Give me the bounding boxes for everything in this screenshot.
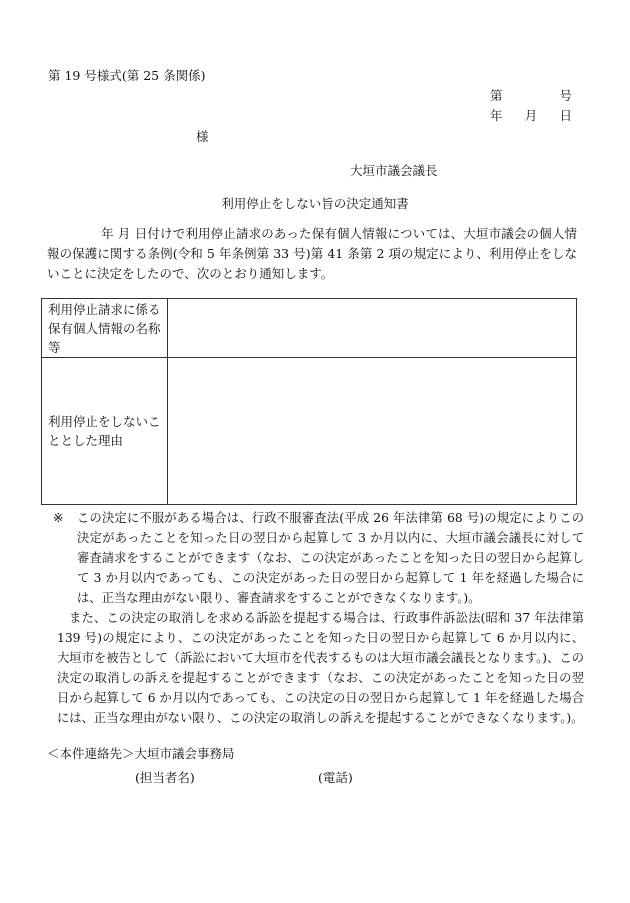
body-paragraph — [47, 224, 577, 284]
phone-label: (電話) — [318, 770, 353, 785]
table-row — [42, 358, 577, 505]
body-lead: 年 月 日付けで — [101, 226, 186, 241]
date-day: 日 — [559, 108, 572, 123]
document-number-line — [490, 86, 572, 104]
date-line — [490, 106, 572, 124]
date-year: 年 — [490, 108, 503, 123]
info-table — [41, 298, 577, 505]
note-paragraph-review: この決定に不服がある場合は、行政不服審査法(平成 26 年法律第 68 号)の規定によりこの決定があったことを知った日の翌日から起算して 3 か月以内に、大垣市議会議長に対して審査請求をすることができます（なお、この決定があったことを知った日の翌日から起算して 3 か月以内であっても、この決定があった日の翌日から起算して 1 年を経過した場合には、正当な理由がない限り、審査請求をすることができなくなります。)。 — [77, 511, 584, 605]
table-value-info-name — [168, 299, 577, 358]
body-text: 利用停止請求のあった保有個人情報については、大垣市議会の個人情報の保護に関する条例(令和 5 年条例第 33 号)第 41 条第 2 項の規定により、利用停止をしないことに決定をしたので、次のとおり通知します。 — [47, 226, 577, 281]
contact-label: ＜本件連絡先＞大垣市議会事務局 — [47, 746, 235, 761]
table-value-reason — [168, 358, 577, 505]
table-label-reason: 利用停止をしないこととした理由 — [42, 358, 168, 505]
form-number: 第 19 号様式(第 25 条関係) — [48, 68, 206, 83]
notice-section — [53, 508, 584, 728]
note-paragraph-lawsuit: また、この決定の取消しを求める訴訟を提起する場合は、行政事件訴訟法(昭和 37 年法律第 139 号)の規定により、この決定があったことを知った日の翌日から起算して 6 か月以内に、大垣市を被告として（訴訟において大垣市を代表するものは大垣市議会議長となります。)、この決定の取消しの訴えを提起することができます（なお、この決定があったことを知った日の翌日から起算して 6 か月以内であっても、この決定の日の翌日から起算して 1 年を経過した場合には、正当な理由がない限り、この決定の取消しの訴えを提起することができなくなります。)。 — [57, 611, 584, 725]
table-row — [42, 299, 577, 358]
issuer-name: 大垣市議会議長 — [350, 163, 438, 178]
date-month: 月 — [524, 108, 538, 123]
number-suffix: 号 — [559, 88, 572, 103]
number-prefix: 第 — [490, 88, 503, 103]
table-label-info-name: 利用停止請求に係る保有個人情報の名称等 — [42, 299, 168, 358]
note-mark: ※ — [53, 511, 64, 525]
addressee: 様 — [196, 129, 209, 144]
staff-name-label: (担当者名) — [135, 770, 195, 785]
document-title: 利用停止をしない旨の決定通知書 — [221, 196, 409, 211]
